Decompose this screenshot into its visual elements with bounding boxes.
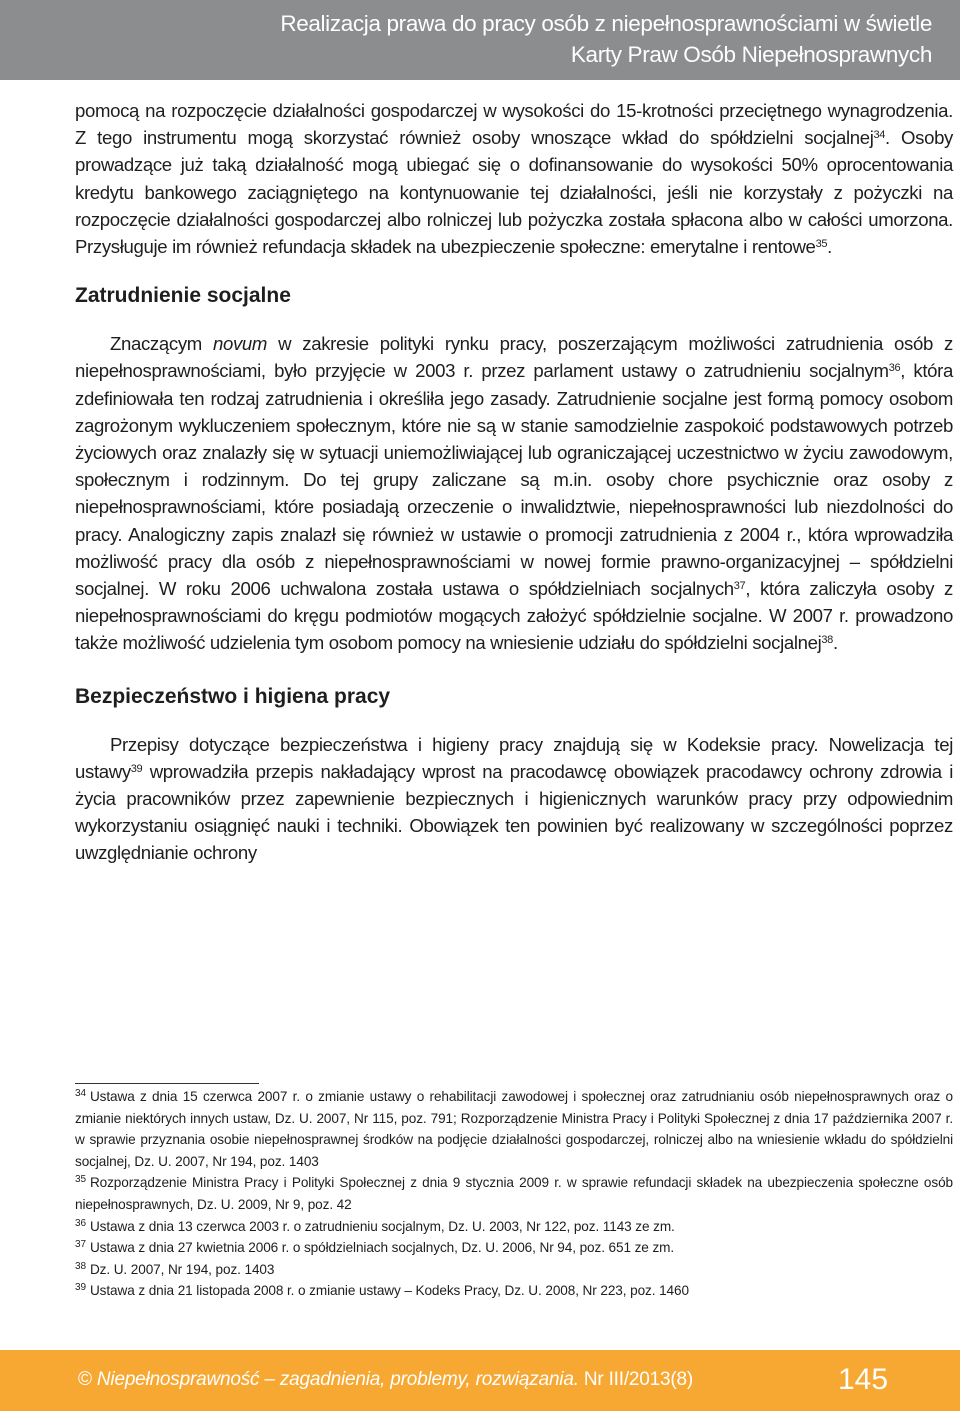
text-run: , która zaliczyła osoby z niepełnosprawnościami do kręgu podmiotów mogących założyć spółdzielnie socjalne. W 2007 r. prowadzono także możliwość udzielenia tym osobom pomocy na wniesienie udziału do spółdzielni socjalnej — [75, 578, 954, 654]
page-number: 145 — [838, 1363, 889, 1396]
footnote-number: 39 — [75, 1282, 86, 1294]
journal-issue: Nr III/2013(8) — [583, 1369, 694, 1390]
footnote-number: 34 — [75, 1088, 86, 1099]
footnote-ref-35[interactable]: 35 — [815, 238, 828, 251]
text-run: w zakresie polityki rynku pracy, poszerzającym możliwości zatrudnienia osób z niepełnosprawnościami, było przyjęcie w 2003 r. przez parlament ustawy o zatrudnieniu socjalnym — [75, 333, 953, 382]
footnote-number: 38 — [75, 1260, 86, 1272]
footnote-text: Ustawa z dnia 13 czerwca 2003 r. o zatrudnieniu socjalnym, Dz. U. 2003, Nr 122, poz. 1143 ze zm. — [89, 1218, 675, 1234]
section-heading-zatrudnienie-socjalne: Zatrudnienie socjalne — [75, 284, 291, 308]
footnote-number: 36 — [75, 1217, 86, 1229]
footnote-ref-37[interactable]: 37 — [733, 580, 746, 593]
running-header — [0, 0, 960, 80]
text-run: . Osoby prowadzące już taką działalność mogą ubiegać się o dofinansowanie do wysokości 50% oprocentowania kredytu bankowego zaciągniętego na kontynuowanie tej działalności, jeśli nie korzystały z pożyczki na rozpoczęcie działalności gospodarczej albo rolniczej lub pożyczka została spłacona albo w całości umorzona. Przysługuje im również refundacja składek na ubezpieczenie społeczne: emerytalne i rentowe — [75, 127, 954, 258]
text-run: . — [832, 632, 838, 654]
footnote-separator — [75, 1083, 259, 1084]
footnote-text: Rozporządzenie Ministra Pracy i Polityki Społecznej z dnia 9 stycznia 2009 r. w sprawie refundacji składek na ubezpieczenia społeczne osób niepełnosprawnych, Dz. U. 2009, Nr 9, poz. 42 — [75, 1175, 953, 1212]
paragraph-continued — [75, 97, 953, 260]
text-run: Znaczącym — [110, 333, 213, 355]
footnote-text: Ustawa z dnia 15 czerwca 2007 r. o zmianie ustawy o rehabilitacji zawodowej i społecznej oraz zatrudnianiu osób niepełnosprawnych oraz o zmianie niektórych innych ustaw, Dz. U. 2007, Nr 115, poz. 791; Rozporządzenie Ministra Pracy i Polityki Społecznej z dnia 17 października 2007 r. w sprawie przyznania osobie niepełnosprawnej środków na podjęcie działalności gospodarczej, rolniczej albo na wniesienie wkładu do spółdzielni socjalnej, Dz. U. 2007, Nr 194, poz. 1403 — [75, 1089, 953, 1169]
footnote-37 — [75, 1237, 953, 1259]
footnote-35 — [75, 1172, 953, 1215]
footnote-text: Ustawa z dnia 27 kwietnia 2006 r. o spółdzielniach socjalnych, Dz. U. 2006, Nr 94, poz. 651 ze zm. — [89, 1240, 675, 1256]
text-run: . — [827, 236, 832, 258]
footnote-number: 37 — [75, 1239, 86, 1251]
footnote-38 — [75, 1259, 953, 1281]
running-header-line-2: Karty Praw Osób Niepełnosprawnych — [570, 42, 932, 67]
footnote-36 — [75, 1216, 953, 1238]
footnote-number: 35 — [75, 1174, 86, 1186]
main-content — [75, 97, 953, 867]
text-run: Przepisy dotyczące bezpieczeństwa i higieny pracy znajdują się w Kodeksie pracy. Nowelizacja tej ustawy — [75, 733, 953, 782]
paragraph-zatrudnienie-socjalne — [75, 330, 953, 656]
footnote-ref-39[interactable]: 39 — [130, 762, 143, 775]
footnote-34 — [75, 1086, 953, 1172]
footnote-ref-34[interactable]: 34 — [873, 129, 886, 142]
section-heading-bhp: Bezpieczeństwo i higiena pracy — [75, 684, 391, 708]
text-run: pomocą na rozpoczęcie działalności gospodarczej w wysokości do 15-krotności przeciętnego wynagrodzenia. Z tego instrumentu mogą skorzystać również osoby wnoszące wkład do spółdzielni socjalnej — [75, 100, 953, 149]
footnote-ref-36[interactable]: 36 — [888, 362, 901, 375]
footnotes — [75, 1086, 953, 1302]
footnote-text: Ustawa z dnia 21 listopada 2008 r. o zmianie ustawy – Kodeks Pracy, Dz. U. 2008, Nr 223, poz. 1460 — [89, 1283, 689, 1299]
copyright-icon: © — [78, 1369, 92, 1390]
footnote-39 — [75, 1280, 953, 1302]
italic-term: novum — [212, 333, 268, 355]
footnote-text: Dz. U. 2007, Nr 194, poz. 1403 — [89, 1261, 275, 1277]
journal-citation — [78, 1367, 693, 1393]
page-footer — [0, 1350, 960, 1411]
journal-title: Niepełnosprawność – zagadnienia, problemy, rozwiązania. — [96, 1369, 579, 1390]
footnote-ref-38[interactable]: 38 — [821, 634, 833, 647]
text-run: wprowadziła przepis nakładający wprost na pracodawcę obowiązek pracodawcy ochrony zdrowia i życia pracowników przez zapewnienie bezpiecznych i higienicznych warunków pracy przy odpowiednim wykorzystaniu osiągnięć nauki i techniki. Obowiązek ten powinien być realizowany w szczególności poprzez uwzględnianie ochrony — [75, 760, 953, 864]
paragraph-bhp — [75, 731, 953, 867]
running-header-line-1: Realizacja prawa do pracy osób z niepełnosprawnościami w świetle — [280, 11, 932, 36]
text-run: , która zdefiniowała ten rodzaj zatrudnienia i określiła jego zasady. Zatrudnienie socjalne jest formą pomocy osobom zagrożonym wykluczeniem społecznym, które nie są w stanie samodzielnie zaspokoić podstawowych potrzeb życiowych oraz znalazły się w sytuacji uniemożliwiającej lub ograniczającej uczestnictwo w życiu zawodowym, społecznym i rodzinnym. Do tej grupy zaliczane są m.in. osoby chore psychicznie oraz osoby z niepełnosprawnościami, które posiadają orzeczenie o inwalidztwie, niepełnosprawności lub niezdolności do pracy. Analogiczny zapis znalazł się również w ustawie o promocji zatrudnienia z 2004 r., która wprowadziła możliwość pracy dla osób z niepełnosprawnościami w nowej formie prawno-organizacyjnej – spółdzielni socjalnej. W roku 2006 uchwalona została ustawa o spółdzielniach socjalnych — [75, 360, 953, 600]
